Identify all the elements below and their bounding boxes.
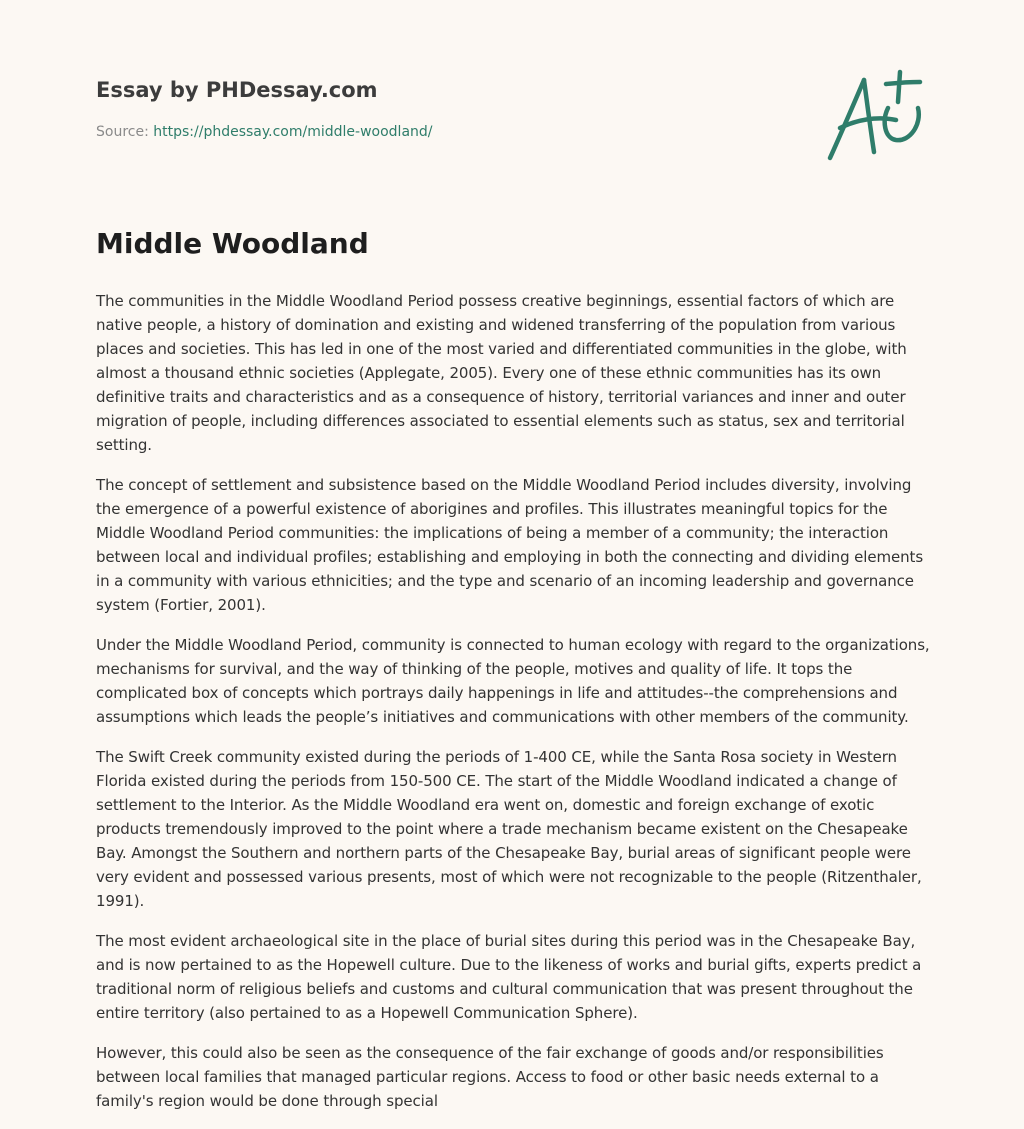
a-plus-logo-icon	[820, 66, 930, 166]
article-body	[96, 289, 930, 1113]
source-line	[96, 122, 796, 142]
source-link[interactable]: https://phdessay.com/middle-woodland/	[153, 124, 433, 140]
paragraph: The most evident archaeological site in the place of burial sites during this period was in the Chesapeake Bay, and is now pertained to as the Hopewell culture. Due to the likeness of works and burial gifts, experts predict a traditional norm of religious beliefs and customs and cultural communication that was present throughout the entire territory (also pertained to as a Hopewell Communication Sphere).	[96, 932, 922, 1022]
site-header	[96, 76, 796, 142]
article-title: Middle Woodland	[96, 227, 369, 260]
article	[96, 224, 930, 1129]
source-label: Source:	[96, 124, 154, 140]
paragraph: The Swift Creek community existed during the periods of 1-400 CE, while the Santa Rosa society in Western Florida existed during the periods from 150-500 CE. The start of the Middle Woodland indicated a change of settlement to the Interior. As the Middle Woodland era went on, domestic and foreign exchange of exotic products tremendously improved to the point where a trade mechanism became existent on the Chesapeake Bay. Amongst the Southern and northern parts of the Chesapeake Bay, burial areas of significant people were very evident and possessed various presents, most of which were not recognizable to the people (Ritzenthaler, 1991).	[96, 748, 922, 910]
paragraph: However, this could also be seen as the consequence of the fair exchange of goods and/or responsibilities between local families that managed particular regions. Access to food or other basic needs external to a family's region would be done through special	[96, 1044, 884, 1110]
paragraph: The communities in the Middle Woodland Period possess creative beginnings, essential factors of which are native people, a history of domination and existing and widened transferring of the population from various places and societies. This has led in one of the most varied and differentiated communities in the globe, with almost a thousand ethnic societies (Applegate, 2005). Every one of these ethnic communities has its own definitive traits and characteristics and as a consequence of history, territorial variances and inner and outer migration of people, including differences associated to essential elements such as status, sex and territorial setting.	[96, 292, 907, 454]
paragraph: The concept of settlement and subsistence based on the Middle Woodland Period includes diversity, involving the emergence of a powerful existence of aborigines and profiles. This illustrates meaningful topics for the Middle Woodland Period communities: the implications of being a member of a community; the interaction between local and individual profiles; establishing and employing in both the connecting and dividing elements in a community with various ethnicities; and the type and scenario of an incoming leadership and governance system (Fortier, 2001).	[96, 476, 924, 614]
paragraph: Under the Middle Woodland Period, community is connected to human ecology with regard to the organizations, mechanisms for survival, and the way of thinking of the people, motives and quality of life. It tops the complicated box of concepts which portrays daily happenings in life and attitudes--the comprehensions and assumptions which leads the people’s initiatives and communications with other members of the community.	[96, 636, 930, 726]
brand-title: Essay by PHDessay.com	[96, 78, 378, 102]
